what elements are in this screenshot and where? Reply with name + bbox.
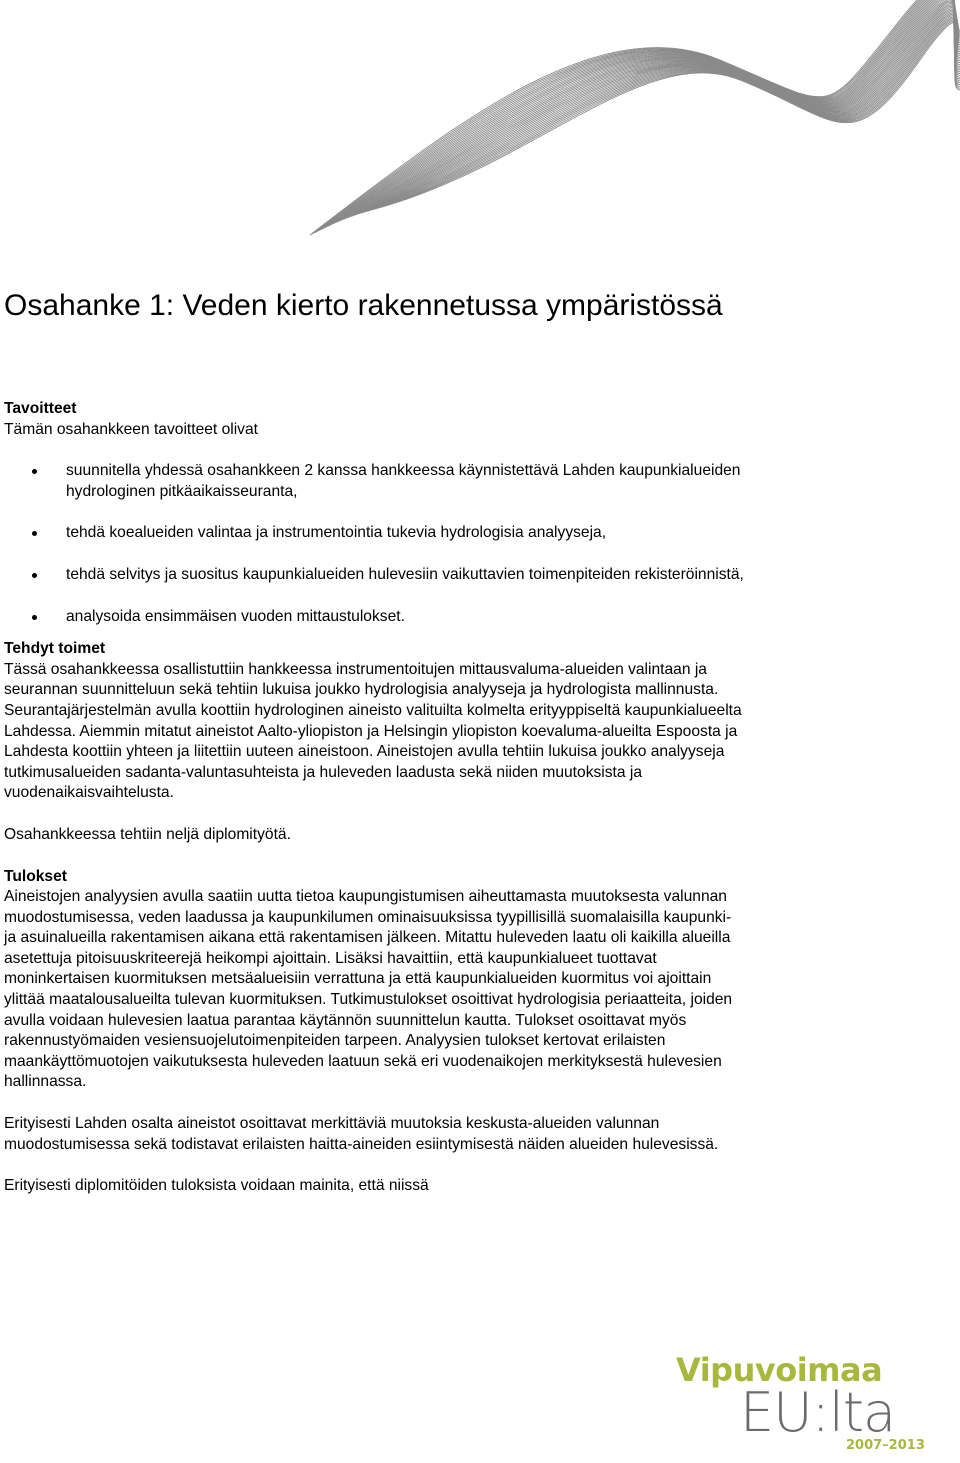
goals-intro: Tämän osahankkeen tavoitteet olivat: [4, 420, 258, 438]
actions-note: Osahankkeessa tehtiin neljä diplomityötä.: [4, 825, 291, 843]
document-body: [4, 399, 744, 1197]
actions-heading: Tehdyt toimet: [4, 640, 106, 658]
results-paragraph-1: Aineistojen analyysien avulla saatiin uutta tietoa kaupungistumisen aiheuttamasta muutoksesta valunnan muodostumisessa, veden laadussa ja kaupunkilumen ominaisuuksissa tyypillisillä suomalaisilla kaupunki- ja asuinalueilla rakentamisen aikana että rakentamisen jälkeen. Mitattu huleveden laatu oli kaikilla alueilla asetettuja pitoisuuskriteerejä heikompi ajoittain. Lisäksi havaittiin, että kaupunkialueet tuottavat moninkertaisen kuormituksen metsäalueisiin verrattuna ja että kaupunkialueiden kuormitus voi ajoittain ylittää maatalousalueilta tulevan kuormituksen. Tutkimustulokset osoittivat hydrologisia periaatteita, joiden avulla voidaan hulevesien laatua parantaa käytännön suunnittelun kautta. Tulokset osoittavat myös rakennustyömaiden vesiensuojelutoimenpiteiden tarpeen. Analyysien tulokset kertovat erilaisten maankäyttömuotojen vaikutuksesta huleveden laatuun sekä eri vuodenaikojen merkityksestä hulevesien hallinnassa.: [4, 888, 733, 1091]
goal-item: suunnitella yhdessä osahankkeen 2 kanssa hankkeessa käynnistettävä Lahden kaupunkialueiden hydrologinen pitkäaikaisseuranta,: [4, 461, 744, 502]
goal-item: analysoida ensimmäisen vuoden mittaustulokset.: [4, 607, 744, 628]
goal-item: tehdä selvitys ja suositus kaupunkialueiden hulevesiin vaikuttavien toimenpiteiden rekisteröinnistä,: [4, 565, 744, 586]
vipuvoimaa-eu-logo: [676, 1352, 926, 1457]
results-paragraph-3: Erityisesti diplomitöiden tuloksista voidaan mainita, että niissä: [4, 1177, 429, 1195]
goals-list: [4, 461, 744, 627]
decorative-wave-lines: [300, 0, 960, 250]
logo-line-1: Vipuvoimaa: [676, 1351, 883, 1389]
page-title: Osahanke 1: Veden kierto rakennetussa ympäristössä: [4, 289, 723, 322]
goals-heading: Tavoitteet: [4, 400, 77, 417]
results-heading: Tulokset: [4, 867, 67, 885]
wave-line: [310, 0, 960, 235]
logo-line-2: EU:lta: [740, 1381, 896, 1444]
actions-paragraph: Tässä osahankkeessa osallistuttiin hankkeessa instrumentoitujen mittausvaluma-alueiden valintaan ja seurannan suunnitteluun sekä tehtiin lukuisa joukko hydrologisia analyyseja ja hydrologista mallinnusta. Seurantajärjestelmän avulla koottiin hydrologinen aineisto valituilta kolmelta erityyppiseltä kaupunkialueelta Lahdessa. Aiemmin mitatut aineistot Aalto-yliopiston ja Helsingin yliopiston koevaluma-alueilta Espoosta ja Lahdesta koottiin yhteen ja liitettiin uuteen aineistoon. Aineistojen avulla tehtiin lukuisa joukko analyyseja tutkimusalueiden sadanta-valuntasuhteista ja huleveden laadusta sekä niiden muutoksista ja vuodenaikaisvaihtelusta.: [4, 660, 742, 802]
results-paragraph-2: Erityisesti Lahden osalta aineistot osoittavat merkittäviä muutoksia keskusta-alueiden valunnan muodostumisessa sekä todistavat erilaisten haitta-aineiden esiintymisestä näiden alueiden hulevesissä.: [4, 1115, 719, 1153]
goal-item: tehdä koealueiden valintaa ja instrumentointia tukevia hydrologisia analyyseja,: [4, 523, 744, 544]
logo-years: 2007–2013: [846, 1438, 925, 1453]
